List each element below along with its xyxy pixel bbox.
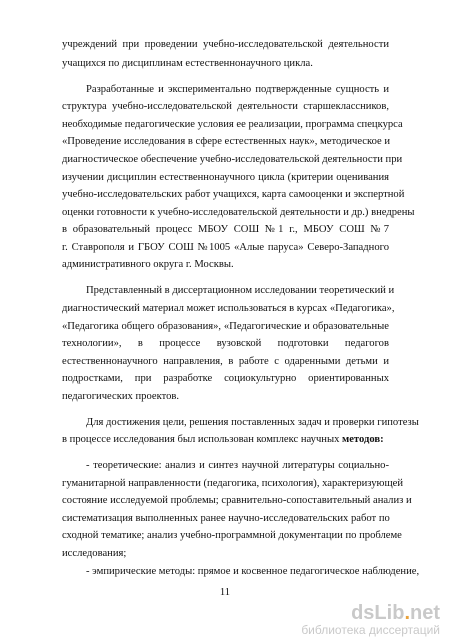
text-line: - эмпирические методы: прямое и косвенное педагогическое наблюдение, <box>86 565 420 577</box>
text-line: Разработанные и экспериментально подтвержденные сущность и <box>86 83 389 95</box>
text-line: Представленный в диссертационном исследовании теоретический и <box>86 285 395 297</box>
text-line: учебно-исследовательских работ учащихся, карта самооценки и экспертной <box>62 189 405 201</box>
text-line-part: в процессе исследования был использован комплекс научных <box>62 434 343 446</box>
text-line: структура учебно-исследовательской деятельности старшеклассников, <box>62 101 389 113</box>
text-line: естественнонаучного направления, в работе с одаренными детьми и <box>62 355 389 367</box>
watermark <box>301 603 440 637</box>
text-line: диагностический материал может использоваться в курсах «Педагогика», <box>62 302 395 314</box>
watermark-subtitle: библиотека диссертаций <box>301 623 440 637</box>
text-line: гуманитарной направленности (педагогика, психология), характеризующей <box>62 477 403 489</box>
text-line: административного округа г. Москвы. <box>62 259 234 271</box>
text-line: «Педагогика общего образования», «Педагогические и образовательные <box>62 320 389 332</box>
text-line: «Проведение исследования в сфере естественных наук», методическое и <box>62 136 391 148</box>
text-line: учащихся по дисциплинам естественнонаучного цикла. <box>62 57 313 69</box>
text-line: состояние исследуемой проблемы; сравнительно-сопоставительный анализ и <box>62 495 412 507</box>
text-line: педагогических проектов. <box>62 390 180 402</box>
text-line: в образовательный процесс МБОУ СОШ №1 г., МБОУ СОШ №7 <box>62 224 389 236</box>
text-line: исследования; <box>62 548 127 560</box>
watermark-logo: dsLib.net <box>351 602 440 624</box>
text-line: учреждений при проведении учебно-исследовательской деятельности <box>62 39 389 51</box>
text-line: систематизация выполненных ранее научно-исследовательских работ по <box>62 512 390 524</box>
text-line: г. Ставрополя и ГБОУ СОШ №1005 «Алые паруса» Северо-Западного <box>62 241 389 253</box>
page-number: 11 <box>219 587 231 598</box>
text-line: технологии», в процессе вузовской подготовки педагогов <box>62 338 389 350</box>
text-line: Для достижения цели, решения поставленных задач и проверки гипотезы <box>86 416 419 428</box>
text-line: подростками, при разработке социокультурно ориентированных <box>62 373 389 385</box>
text-line: изучении дисциплин естественнонаучного цикла (критерии оценивания <box>62 171 389 183</box>
text-line: необходимые педагогические условия ее реализации, программа спецкурса <box>62 118 403 130</box>
text-line: сходной тематике; анализ учебно-программной документации по проблеме <box>62 530 402 542</box>
text-line: диагностическое обеспечение учебно-исследовательской деятельности при <box>62 154 403 165</box>
text-line: - теоретические: анализ и синтез научной литературы социально- <box>86 460 389 472</box>
text-line: оценки готовности к учебно-исследовательской деятельности и др.) внедрены <box>62 206 415 218</box>
text-line <box>62 433 389 446</box>
bold-term: методов: <box>342 434 384 446</box>
